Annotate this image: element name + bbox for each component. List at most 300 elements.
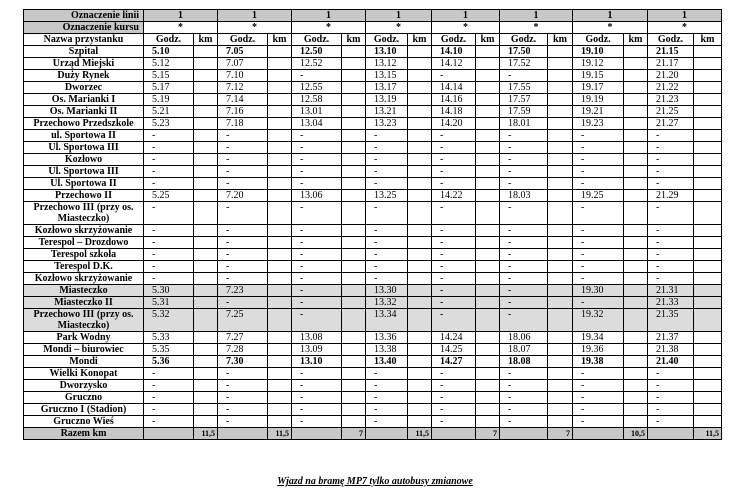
time-header: Godz. xyxy=(292,34,342,46)
departure-time: 21.27 xyxy=(648,118,694,130)
km-cell xyxy=(342,309,366,332)
km-cell xyxy=(268,166,292,178)
km-cell xyxy=(624,404,648,416)
departure-time: - xyxy=(432,416,476,428)
km-cell xyxy=(476,166,500,178)
departure-time: 19.30 xyxy=(573,285,624,297)
km-cell xyxy=(624,309,648,332)
km-cell xyxy=(408,380,432,392)
departure-time: - xyxy=(292,297,342,309)
departure-time: 19.32 xyxy=(573,309,624,332)
departure-time: - xyxy=(218,130,268,142)
departure-time: - xyxy=(292,273,342,285)
km-cell xyxy=(694,261,722,273)
km-cell xyxy=(548,190,573,202)
stop-row xyxy=(24,309,722,332)
km-cell xyxy=(194,94,218,106)
km-cell xyxy=(342,356,366,368)
departure-time: - xyxy=(144,404,194,416)
km-cell xyxy=(624,332,648,344)
km-cell xyxy=(476,332,500,344)
km-cell xyxy=(342,249,366,261)
km-cell xyxy=(268,285,292,297)
km-cell xyxy=(548,82,573,94)
departure-time: 21.25 xyxy=(648,106,694,118)
stop-name: Os. Marianki II xyxy=(24,106,144,118)
km-cell xyxy=(694,106,722,118)
km-cell xyxy=(624,70,648,82)
stop-row xyxy=(24,178,722,190)
departure-time: - xyxy=(500,166,548,178)
departure-time: - xyxy=(366,166,408,178)
km-cell xyxy=(624,202,648,225)
km-cell xyxy=(342,332,366,344)
departure-time: 18.08 xyxy=(500,356,548,368)
time-header: Godz. xyxy=(218,34,268,46)
km-cell xyxy=(342,380,366,392)
departure-time: - xyxy=(500,154,548,166)
total-km: 7 xyxy=(548,428,573,440)
departure-time: - xyxy=(432,249,476,261)
total-km: 11,5 xyxy=(268,428,292,440)
departure-time: - xyxy=(432,154,476,166)
departure-time: 13.34 xyxy=(366,309,408,332)
departure-time: 17.55 xyxy=(500,82,548,94)
km-cell xyxy=(694,285,722,297)
km-cell xyxy=(194,58,218,70)
stop-row xyxy=(24,261,722,273)
km-header: km xyxy=(694,34,722,46)
km-cell xyxy=(548,380,573,392)
km-cell xyxy=(624,178,648,190)
km-header: km xyxy=(476,34,500,46)
km-cell xyxy=(476,70,500,82)
course-mark: * xyxy=(648,22,722,34)
departure-time: 13.04 xyxy=(292,118,342,130)
stop-name: Kozłowo skrzyżowanie xyxy=(24,225,144,237)
departure-time: 7.12 xyxy=(218,82,268,94)
stop-name: Gruczno Wieś xyxy=(24,416,144,428)
stop-name: Terespol szkoła xyxy=(24,249,144,261)
km-cell xyxy=(408,106,432,118)
km-cell xyxy=(548,94,573,106)
departure-time: - xyxy=(218,237,268,249)
departure-time: 21.38 xyxy=(648,344,694,356)
departure-time: 21.31 xyxy=(648,285,694,297)
km-cell xyxy=(408,356,432,368)
stop-name: Dworzysko xyxy=(24,380,144,392)
total-time-cell xyxy=(648,428,694,440)
km-cell xyxy=(342,130,366,142)
departure-time: 13.06 xyxy=(292,190,342,202)
km-cell xyxy=(624,285,648,297)
departure-time: 13.30 xyxy=(366,285,408,297)
departure-time: - xyxy=(500,249,548,261)
km-cell xyxy=(476,249,500,261)
departure-time: - xyxy=(432,392,476,404)
departure-time: - xyxy=(432,202,476,225)
km-cell xyxy=(268,154,292,166)
line-number: 1 xyxy=(218,10,292,22)
km-cell xyxy=(194,261,218,273)
km-cell xyxy=(476,297,500,309)
km-header: km xyxy=(408,34,432,46)
course-mark: * xyxy=(573,22,648,34)
km-cell xyxy=(408,118,432,130)
departure-time: 14.22 xyxy=(432,190,476,202)
km-cell xyxy=(268,332,292,344)
km-cell xyxy=(476,130,500,142)
departure-time: - xyxy=(573,380,624,392)
km-cell xyxy=(268,309,292,332)
departure-time: 12.52 xyxy=(292,58,342,70)
stop-row xyxy=(24,166,722,178)
km-cell xyxy=(548,130,573,142)
departure-time: - xyxy=(500,404,548,416)
departure-time: 21.33 xyxy=(648,297,694,309)
departure-time: 19.25 xyxy=(573,190,624,202)
total-km: 7 xyxy=(342,428,366,440)
departure-time: - xyxy=(292,404,342,416)
stop-row xyxy=(24,416,722,428)
departure-time: - xyxy=(292,237,342,249)
departure-time: - xyxy=(292,368,342,380)
km-cell xyxy=(342,368,366,380)
departure-time: - xyxy=(648,142,694,154)
km-cell xyxy=(268,356,292,368)
km-cell xyxy=(624,166,648,178)
departure-time: - xyxy=(648,166,694,178)
departure-time: 17.52 xyxy=(500,58,548,70)
column-header-row xyxy=(24,34,722,46)
departure-time: - xyxy=(432,273,476,285)
stop-row xyxy=(24,70,722,82)
departure-time: - xyxy=(500,130,548,142)
km-cell xyxy=(268,416,292,428)
km-cell xyxy=(408,285,432,297)
km-cell xyxy=(694,297,722,309)
departure-time: - xyxy=(573,130,624,142)
km-cell xyxy=(194,344,218,356)
km-cell xyxy=(408,416,432,428)
km-cell xyxy=(476,404,500,416)
km-cell xyxy=(476,58,500,70)
time-header: Godz. xyxy=(573,34,624,46)
km-cell xyxy=(548,261,573,273)
km-cell xyxy=(194,356,218,368)
km-cell xyxy=(548,309,573,332)
departure-time: - xyxy=(500,285,548,297)
departure-time: 7.14 xyxy=(218,94,268,106)
stop-row xyxy=(24,94,722,106)
km-cell xyxy=(624,249,648,261)
km-cell xyxy=(694,356,722,368)
km-cell xyxy=(194,297,218,309)
total-time-cell xyxy=(144,428,194,440)
km-cell xyxy=(624,154,648,166)
km-cell xyxy=(342,118,366,130)
departure-time: - xyxy=(500,380,548,392)
line-number: 1 xyxy=(366,10,432,22)
departure-time: - xyxy=(366,142,408,154)
departure-time: - xyxy=(144,249,194,261)
km-cell xyxy=(194,332,218,344)
departure-time: - xyxy=(648,202,694,225)
km-cell xyxy=(342,166,366,178)
departure-time: - xyxy=(648,130,694,142)
departure-time: - xyxy=(648,273,694,285)
departure-time: 19.38 xyxy=(573,356,624,368)
total-label: Razem km xyxy=(24,428,144,440)
departure-time: 5.12 xyxy=(144,58,194,70)
km-cell xyxy=(194,416,218,428)
km-cell xyxy=(694,237,722,249)
km-cell xyxy=(408,297,432,309)
km-cell xyxy=(268,392,292,404)
stop-row xyxy=(24,106,722,118)
km-cell xyxy=(342,202,366,225)
km-cell xyxy=(408,225,432,237)
departure-time: 13.08 xyxy=(292,332,342,344)
departure-time: 7.18 xyxy=(218,118,268,130)
departure-time: 5.35 xyxy=(144,344,194,356)
stop-row xyxy=(24,225,722,237)
departure-time: - xyxy=(648,404,694,416)
departure-time: - xyxy=(366,178,408,190)
stop-name: Dworzec xyxy=(24,82,144,94)
km-cell xyxy=(268,202,292,225)
km-cell xyxy=(194,46,218,58)
departure-time: - xyxy=(366,249,408,261)
km-cell xyxy=(548,392,573,404)
km-cell xyxy=(476,237,500,249)
departure-time: - xyxy=(366,380,408,392)
departure-time: 5.36 xyxy=(144,356,194,368)
departure-time: - xyxy=(366,273,408,285)
departure-time: - xyxy=(432,178,476,190)
departure-time: 7.10 xyxy=(218,70,268,82)
km-cell xyxy=(624,94,648,106)
departure-time: - xyxy=(648,249,694,261)
departure-time: - xyxy=(218,416,268,428)
km-cell xyxy=(268,273,292,285)
km-cell xyxy=(408,58,432,70)
km-cell xyxy=(476,178,500,190)
departure-time: - xyxy=(432,166,476,178)
departure-time: 21.37 xyxy=(648,332,694,344)
departure-time: - xyxy=(292,154,342,166)
km-cell xyxy=(694,82,722,94)
departure-time: - xyxy=(573,142,624,154)
departure-time: 13.40 xyxy=(366,356,408,368)
km-cell xyxy=(476,202,500,225)
departure-time: - xyxy=(218,297,268,309)
departure-time: - xyxy=(292,225,342,237)
km-cell xyxy=(342,273,366,285)
stop-row xyxy=(24,332,722,344)
departure-time: 13.09 xyxy=(292,344,342,356)
stop-name: Miasteczko II xyxy=(24,297,144,309)
stop-name: Przechowo III (przy os. Miasteczko) xyxy=(24,309,144,332)
km-cell xyxy=(476,142,500,154)
departure-time: - xyxy=(218,380,268,392)
km-cell xyxy=(694,344,722,356)
departure-time: - xyxy=(648,225,694,237)
km-header: km xyxy=(194,34,218,46)
km-cell xyxy=(476,392,500,404)
stop-name: Przechowo II xyxy=(24,190,144,202)
departure-time: 19.19 xyxy=(573,94,624,106)
km-cell xyxy=(694,416,722,428)
km-cell xyxy=(342,70,366,82)
departure-time: - xyxy=(573,261,624,273)
km-cell xyxy=(268,368,292,380)
departure-time: - xyxy=(432,225,476,237)
departure-time: 7.28 xyxy=(218,344,268,356)
km-cell xyxy=(548,273,573,285)
stop-name: Duży Rynek xyxy=(24,70,144,82)
departure-time: - xyxy=(218,142,268,154)
km-cell xyxy=(194,190,218,202)
total-time-cell xyxy=(432,428,476,440)
departure-time: - xyxy=(144,261,194,273)
stop-name: ul. Sportowa II xyxy=(24,130,144,142)
departure-time: - xyxy=(500,309,548,332)
departure-time: - xyxy=(500,392,548,404)
departure-time: - xyxy=(292,249,342,261)
departure-time: 13.25 xyxy=(366,190,408,202)
departure-time: - xyxy=(500,70,548,82)
km-cell xyxy=(194,202,218,225)
stop-row xyxy=(24,118,722,130)
departure-time: - xyxy=(648,154,694,166)
departure-time: - xyxy=(292,178,342,190)
km-cell xyxy=(194,285,218,297)
km-cell xyxy=(268,130,292,142)
departure-time: - xyxy=(144,225,194,237)
stop-row xyxy=(24,404,722,416)
departure-time: 18.07 xyxy=(500,344,548,356)
km-cell xyxy=(342,261,366,273)
stop-name: Miasteczko xyxy=(24,285,144,297)
departure-time: - xyxy=(366,154,408,166)
departure-time: - xyxy=(218,273,268,285)
departure-time: 21.35 xyxy=(648,309,694,332)
departure-time: - xyxy=(292,261,342,273)
stop-name: Mondi xyxy=(24,356,144,368)
departure-time: - xyxy=(144,142,194,154)
departure-time: - xyxy=(366,261,408,273)
departure-time: 7.27 xyxy=(218,332,268,344)
departure-time: - xyxy=(573,166,624,178)
km-cell xyxy=(408,70,432,82)
departure-time: - xyxy=(573,273,624,285)
departure-time: - xyxy=(432,368,476,380)
stop-name: Mondi – biurowiec xyxy=(24,344,144,356)
departure-time: 7.07 xyxy=(218,58,268,70)
km-cell xyxy=(624,82,648,94)
stop-row xyxy=(24,344,722,356)
departure-time: - xyxy=(432,142,476,154)
timetable xyxy=(23,9,722,440)
departure-time: 12.50 xyxy=(292,46,342,58)
departure-time: 7.23 xyxy=(218,285,268,297)
km-cell xyxy=(342,58,366,70)
departure-time: 13.15 xyxy=(366,70,408,82)
departure-time: 19.15 xyxy=(573,70,624,82)
departure-time: 5.21 xyxy=(144,106,194,118)
departure-time: 7.25 xyxy=(218,309,268,332)
km-cell xyxy=(194,154,218,166)
km-cell xyxy=(548,178,573,190)
km-cell xyxy=(476,416,500,428)
km-cell xyxy=(548,368,573,380)
departure-time: 5.17 xyxy=(144,82,194,94)
km-cell xyxy=(408,368,432,380)
km-cell xyxy=(476,356,500,368)
departure-time: - xyxy=(366,404,408,416)
km-cell xyxy=(548,344,573,356)
km-cell xyxy=(194,118,218,130)
km-cell xyxy=(624,368,648,380)
stop-name: Park Wodny xyxy=(24,332,144,344)
km-cell xyxy=(548,202,573,225)
km-cell xyxy=(342,106,366,118)
total-km: 7 xyxy=(476,428,500,440)
km-cell xyxy=(476,82,500,94)
km-cell xyxy=(694,380,722,392)
departure-time: 5.23 xyxy=(144,118,194,130)
course-mark: * xyxy=(432,22,500,34)
departure-time: 19.34 xyxy=(573,332,624,344)
departure-time: - xyxy=(292,309,342,332)
departure-time: - xyxy=(366,130,408,142)
departure-time: 5.31 xyxy=(144,297,194,309)
km-cell xyxy=(408,46,432,58)
stop-row xyxy=(24,46,722,58)
departure-time: 19.10 xyxy=(573,46,624,58)
departure-time: - xyxy=(500,273,548,285)
total-km: 11,5 xyxy=(408,428,432,440)
km-cell xyxy=(624,297,648,309)
departure-time: 18.01 xyxy=(500,118,548,130)
km-cell xyxy=(194,368,218,380)
departure-time: - xyxy=(648,392,694,404)
km-cell xyxy=(548,70,573,82)
km-cell xyxy=(408,82,432,94)
km-cell xyxy=(194,225,218,237)
departure-time: 12.55 xyxy=(292,82,342,94)
departure-time: 19.36 xyxy=(573,344,624,356)
departure-time: - xyxy=(432,70,476,82)
time-header: Godz. xyxy=(432,34,476,46)
departure-time: 5.15 xyxy=(144,70,194,82)
km-cell xyxy=(408,94,432,106)
km-cell xyxy=(694,332,722,344)
line-number: 1 xyxy=(573,10,648,22)
total-km: 11,5 xyxy=(194,428,218,440)
km-cell xyxy=(342,416,366,428)
departure-time: - xyxy=(432,130,476,142)
departure-time: - xyxy=(432,404,476,416)
km-cell xyxy=(548,297,573,309)
departure-time: 19.17 xyxy=(573,82,624,94)
km-cell xyxy=(268,249,292,261)
departure-time: 14.18 xyxy=(432,106,476,118)
departure-time: 21.20 xyxy=(648,70,694,82)
km-cell xyxy=(268,94,292,106)
departure-time: - xyxy=(292,380,342,392)
